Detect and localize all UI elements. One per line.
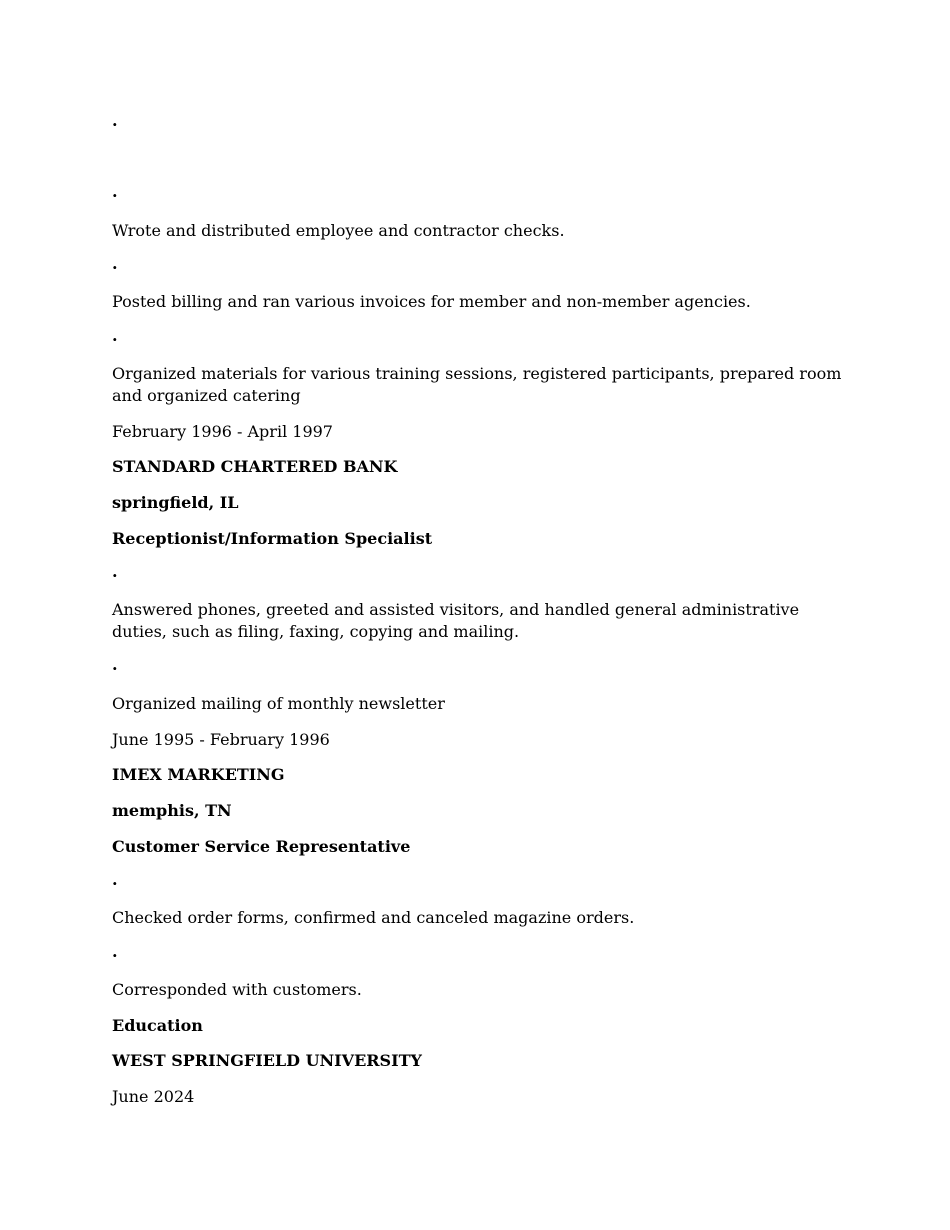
- bullet-marker: .: [112, 326, 118, 345]
- job-dates: February 1996 - April 1997: [112, 422, 333, 441]
- bullet-marker: .: [112, 254, 118, 273]
- education-date: June 2024: [112, 1087, 195, 1106]
- bullet-marker: .: [112, 655, 118, 674]
- bullet-text: Wrote and distributed employee and contractor checks.: [112, 221, 565, 240]
- job-location: memphis, TN: [112, 801, 232, 820]
- bullet-text: Answered phones, greeted and assisted visitors, and handled general administrative duties, such as filing, faxing, copying and mailing.: [112, 600, 800, 641]
- bullet-marker: .: [112, 111, 118, 130]
- job-dates: June 1995 - February 1996: [112, 730, 330, 749]
- bullet-text: Checked order forms, confirmed and canceled magazine orders.: [112, 908, 635, 927]
- bullet-marker: .: [112, 562, 118, 581]
- school-name: WEST SPRINGFIELD UNIVERSITY: [112, 1051, 422, 1070]
- job-location: springfield, IL: [112, 493, 239, 512]
- job-title: Receptionist/Information Specialist: [112, 529, 433, 548]
- bullet-text: Posted billing and ran various invoices for member and non-member agencies.: [112, 292, 751, 311]
- job-title: Customer Service Representative: [112, 837, 411, 856]
- bullet-text: Organized mailing of monthly newsletter: [112, 694, 445, 713]
- employer-name: STANDARD CHARTERED BANK: [112, 457, 398, 476]
- bullet-text: Corresponded with customers.: [112, 980, 362, 999]
- employer-name: IMEX MARKETING: [112, 765, 285, 784]
- bullet-marker: .: [112, 182, 118, 201]
- section-heading-education: Education: [112, 1016, 203, 1035]
- bullet-text: Organized materials for various training sessions, registered participants, prepared room and organized catering: [112, 364, 842, 405]
- bullet-marker: .: [112, 942, 118, 961]
- bullet-marker: .: [112, 870, 118, 889]
